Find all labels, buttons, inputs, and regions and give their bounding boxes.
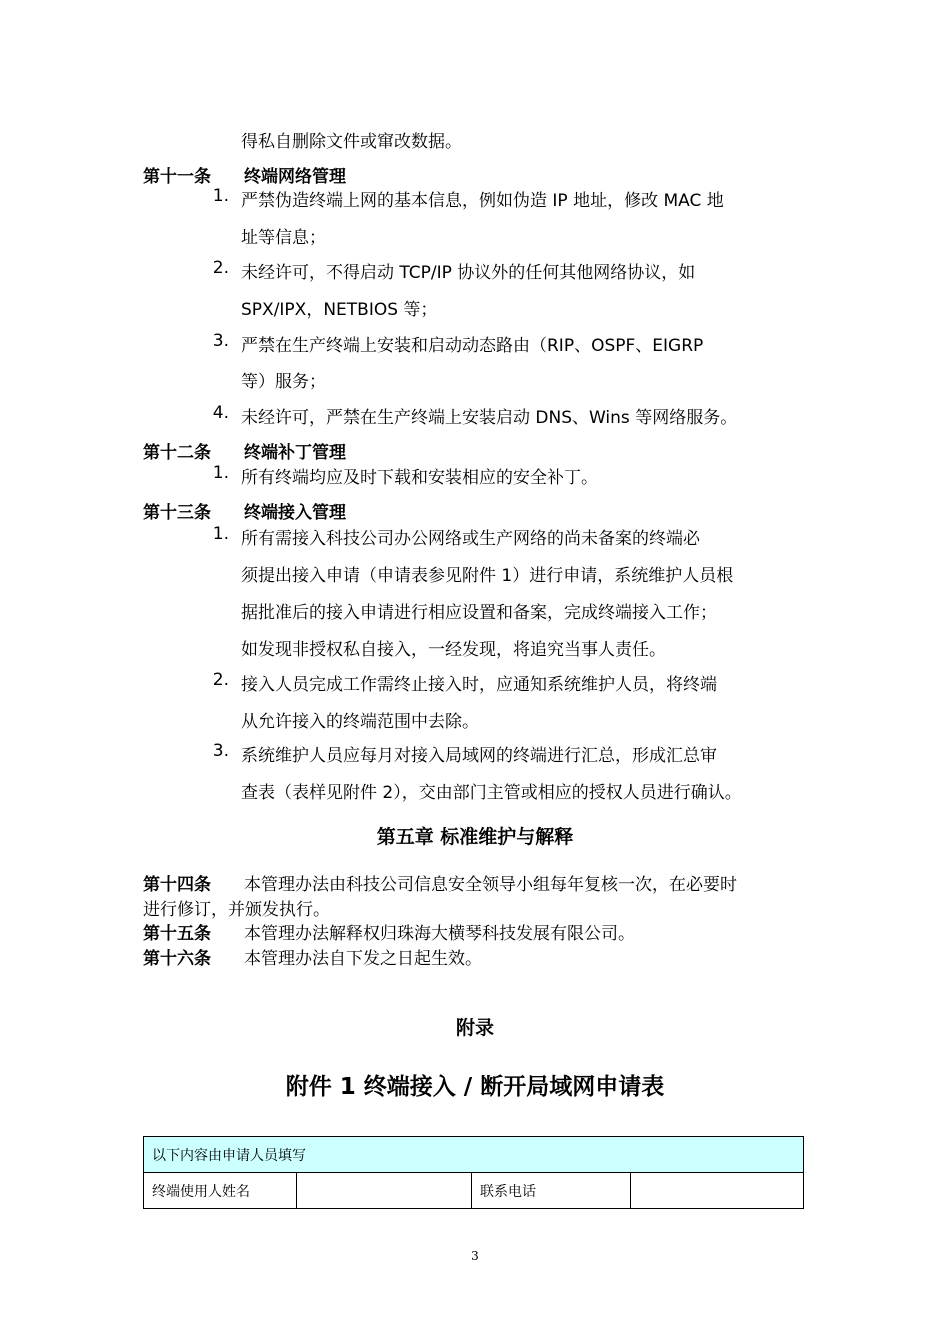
list-item-line: SPX/IPX，NETBIOS 等； bbox=[241, 300, 438, 320]
list-item-line: 未经许可，严禁在生产终端上安装启动 DNS、Wins 等网络服务。 bbox=[241, 408, 738, 428]
article16-label: 第十六条 bbox=[143, 949, 211, 969]
continuation-line: 得私自删除文件或窜改数据。 bbox=[241, 132, 462, 152]
list-item-number: 3. bbox=[212, 331, 229, 351]
chapter-title: 第五章 标准维护与解释 bbox=[376, 826, 574, 848]
article15-text: 本管理办法解释权归珠海大横琴科技发展有限公司。 bbox=[244, 924, 635, 944]
list-item-line: 从允许接入的终端范围中去除。 bbox=[241, 712, 479, 732]
list-item-line: 须提出接入申请（申请表参见附件 1）进行申请，系统维护人员根 bbox=[241, 566, 734, 586]
name-value-cell[interactable] bbox=[297, 1173, 472, 1209]
application-form-table bbox=[143, 1136, 804, 1209]
list-item-number: 1. bbox=[212, 463, 229, 483]
list-item-line: 接入人员完成工作需终止接入时，应通知系统维护人员，将终端 bbox=[241, 675, 717, 695]
article14-line1: 本管理办法由科技公司信息安全领导小组每年复核一次，在必要时 bbox=[244, 875, 737, 895]
list-item-number: 1. bbox=[212, 524, 229, 544]
list-item-line: 系统维护人员应每月对接入局域网的终端进行汇总，形成汇总审 bbox=[241, 746, 717, 766]
list-item-line: 据批准后的接入申请进行相应设置和备案，完成终端接入工作； bbox=[241, 603, 717, 623]
article14-label: 第十四条 bbox=[143, 875, 211, 895]
list-item-line: 所有终端均应及时下载和安装相应的安全补丁。 bbox=[241, 468, 598, 488]
list-item-line: 如发现非授权私自接入，一经发现，将追究当事人责任。 bbox=[241, 640, 666, 660]
list-item-line: 址等信息； bbox=[241, 228, 326, 248]
list-item-number: 2. bbox=[212, 670, 229, 690]
article14-line2: 进行修订，并颁发执行。 bbox=[143, 900, 330, 920]
list-item-line: 严禁在生产终端上安装和启动动态路由（RIP、OSPF、EIGRP bbox=[241, 336, 704, 356]
article12-label: 第十二条 bbox=[143, 443, 211, 463]
appendix-title: 附录 bbox=[455, 1017, 494, 1039]
form-header-row bbox=[144, 1137, 804, 1173]
list-item-line: 等）服务； bbox=[241, 372, 326, 392]
list-item-number: 4. bbox=[212, 403, 229, 423]
list-item-line: 未经许可，不得启动 TCP/IP 协议外的任何其他网络协议，如 bbox=[241, 263, 696, 283]
list-item-line: 查表（表样见附件 2），交由部门主管或相应的授权人员进行确认。 bbox=[241, 783, 742, 803]
form-row bbox=[144, 1173, 804, 1209]
phone-label-cell: 联系电话 bbox=[472, 1173, 631, 1209]
list-item-number: 1. bbox=[212, 186, 229, 206]
list-item-line: 严禁伪造终端上网的基本信息，例如伪造 IP 地址，修改 MAC 地 bbox=[241, 191, 724, 211]
article15-label: 第十五条 bbox=[143, 924, 211, 944]
list-item-line: 所有需接入科技公司办公网络或生产网络的尚未备案的终端必 bbox=[241, 529, 700, 549]
article11-label: 第十一条 bbox=[143, 167, 211, 187]
article11-title: 终端网络管理 bbox=[244, 167, 346, 187]
article13-label: 第十三条 bbox=[143, 503, 211, 523]
page-number: 3 bbox=[471, 1249, 479, 1263]
article12-title: 终端补丁管理 bbox=[244, 443, 346, 463]
name-label-cell: 终端使用人姓名 bbox=[144, 1173, 297, 1209]
phone-value-cell[interactable] bbox=[631, 1173, 804, 1209]
list-item-number: 3. bbox=[212, 741, 229, 761]
list-item-number: 2. bbox=[212, 258, 229, 278]
form-header-cell: 以下内容由申请人员填写 bbox=[144, 1137, 804, 1173]
article13-title: 终端接入管理 bbox=[244, 503, 346, 523]
article16-text: 本管理办法自下发之日起生效。 bbox=[244, 949, 482, 969]
attachment-title: 附件 1 终端接入 / 断开局域网申请表 bbox=[285, 1074, 665, 1100]
